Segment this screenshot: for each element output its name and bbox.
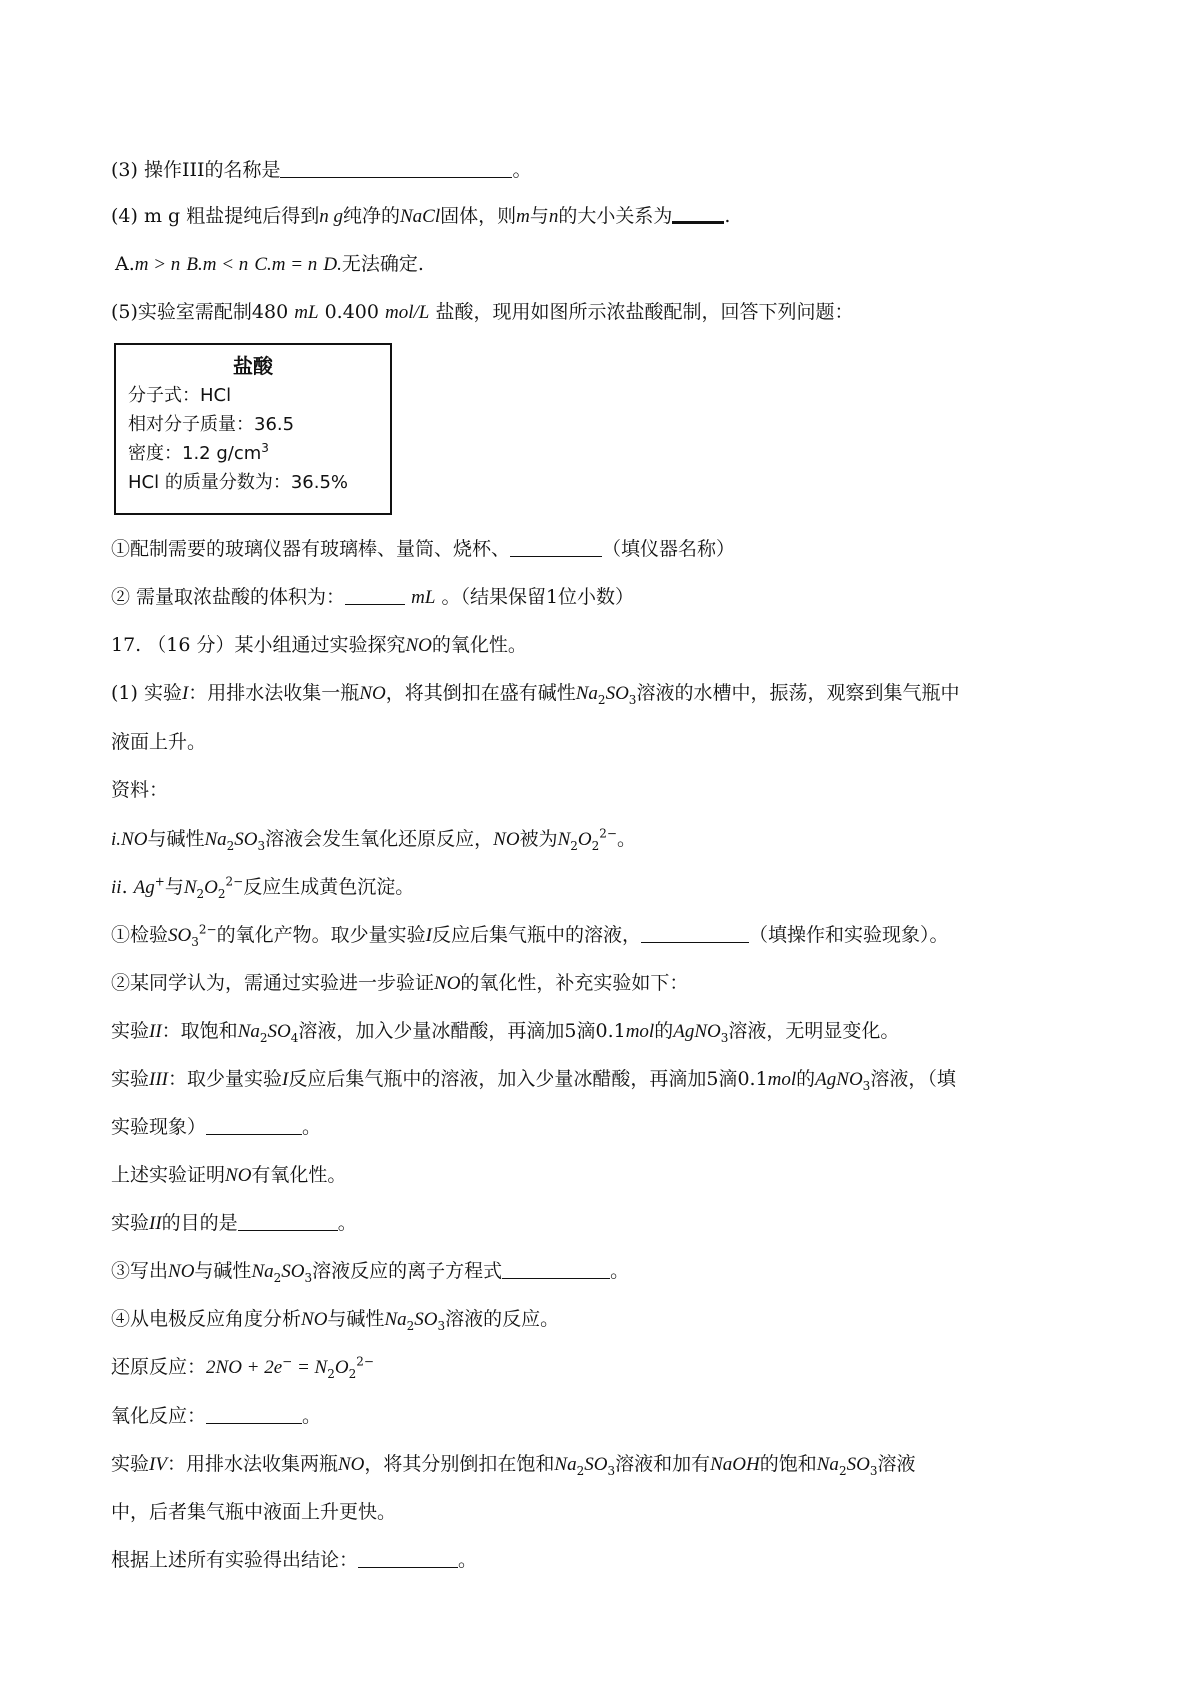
q17-info-ii: ii. Ag+与$N_2O_2^{2-}$反应生成黄色沉淀。: [111, 874, 415, 901]
q17-purpose: 实验II的目的是 。: [111, 1212, 357, 1234]
answer-blank[interactable]: [502, 1260, 610, 1279]
q17-header: 17. （16 分）某小组通过实验探究NO的氧化性。: [111, 634, 527, 656]
q17-oxidation: 氧化反应： 。: [111, 1405, 322, 1427]
q16-part4: (4) m g 粗盐提纯后得到n g纯净的NaCl固体，则m与n的大小关系为 .: [111, 205, 731, 227]
answer-blank[interactable]: [358, 1549, 458, 1568]
reagent-mass-fraction: HCl 的质量分数为：36.5%: [128, 472, 349, 493]
answer-blank[interactable]: [641, 924, 749, 943]
q16-part5: (5)实验室需配制480 mL 0.400 mol/L 盐酸，现用如图所示浓盐酸配制，回答下列问题：: [111, 301, 854, 323]
q17-reduction: 还原反应：$2NO + 2e^- = N_2O_2^{2-}$: [111, 1354, 374, 1381]
q17-experiment-iv: 实验IV：用排水法收集两瓶NO，将其分别倒扣在饱和$Na_2SO_3$溶液和加有NaOH的饱和$Na_2SO_3$溶液: [111, 1453, 916, 1478]
q16-part4-options: A.m > n B.m < n C.m = n D.无法确定.: [115, 253, 424, 275]
q17-part1: (1) 实验I：用排水法收集一瓶NO，将其倒扣在盛有碱性$Na_2SO_3$溶液的水槽中，振荡，观察到集气瓶中: [111, 682, 960, 707]
q17-materials-heading: 资料：: [111, 779, 169, 801]
q16-part3: (3) 操作III的名称是 。: [111, 159, 532, 181]
answer-blank[interactable]: [280, 159, 512, 178]
q17-experiment-iv-line2: 中，后者集气瓶中液面上升更快。: [111, 1501, 397, 1523]
q17-sub4: ④从电极反应角度分析NO与碱性$Na_2SO_3$溶液的反应。: [111, 1308, 560, 1333]
reagent-formula: 分子式：HCl: [128, 385, 232, 406]
reagent-label-box: [114, 343, 392, 515]
q17-sub2: ②某同学认为，需通过实验进一步验证NO的氧化性，补充实验如下：: [111, 972, 689, 994]
reagent-label-title: 盐酸: [233, 354, 273, 378]
answer-blank[interactable]: [672, 203, 724, 224]
reagent-molar-mass: 相对分子质量：36.5: [128, 414, 295, 435]
q17-experiment-ii: 实验II：取饱和$Na_2SO_4$溶液，加入少量冰醋酸，再滴加5滴0.1mol的AgNO$_3$溶液，无明显变化。: [111, 1020, 900, 1045]
q16-sub2: ② 需量取浓盐酸的体积为： mL 。（结果保留1位小数）: [111, 586, 635, 608]
answer-blank[interactable]: [510, 538, 602, 557]
answer-blank[interactable]: [206, 1116, 302, 1135]
answer-blank[interactable]: [345, 586, 405, 605]
q17-part1-line2: 液面上升。: [111, 731, 207, 753]
q17-conclusion: 根据上述所有实验得出结论： 。: [111, 1549, 478, 1571]
q17-experiment-iii-line2: 实验现象） 。: [111, 1116, 322, 1138]
q17-sub3: ③写出NO与碱性$Na_2SO_3$溶液反应的离子方程式 。: [111, 1260, 630, 1285]
q17-info-i: i.NO与碱性$Na_2SO_3$溶液会发生氧化还原反应，NO被为$N_2O_2^{2-}$。: [111, 826, 637, 853]
q17-experiment-iii: 实验III：取少量实验I反应后集气瓶中的溶液，加入少量冰醋酸，再滴加5滴0.1mol的AgNO$_3$溶液，（填: [111, 1068, 956, 1093]
q16-sub1: ①配制需要的玻璃仪器有玻璃棒、量筒、烧杯、 （填仪器名称）: [111, 538, 736, 560]
q17-proof: 上述实验证明NO有氧化性。: [111, 1164, 347, 1186]
answer-blank[interactable]: [206, 1405, 302, 1424]
reagent-density: 密度：1.2 $g/cm^3$: [128, 441, 269, 464]
answer-blank[interactable]: [238, 1212, 338, 1231]
q17-sub1: ①检验$SO_3^{2-}$的氧化产物。取少量实验I反应后集气瓶中的溶液， （填操作和实验现象）。: [111, 922, 949, 949]
